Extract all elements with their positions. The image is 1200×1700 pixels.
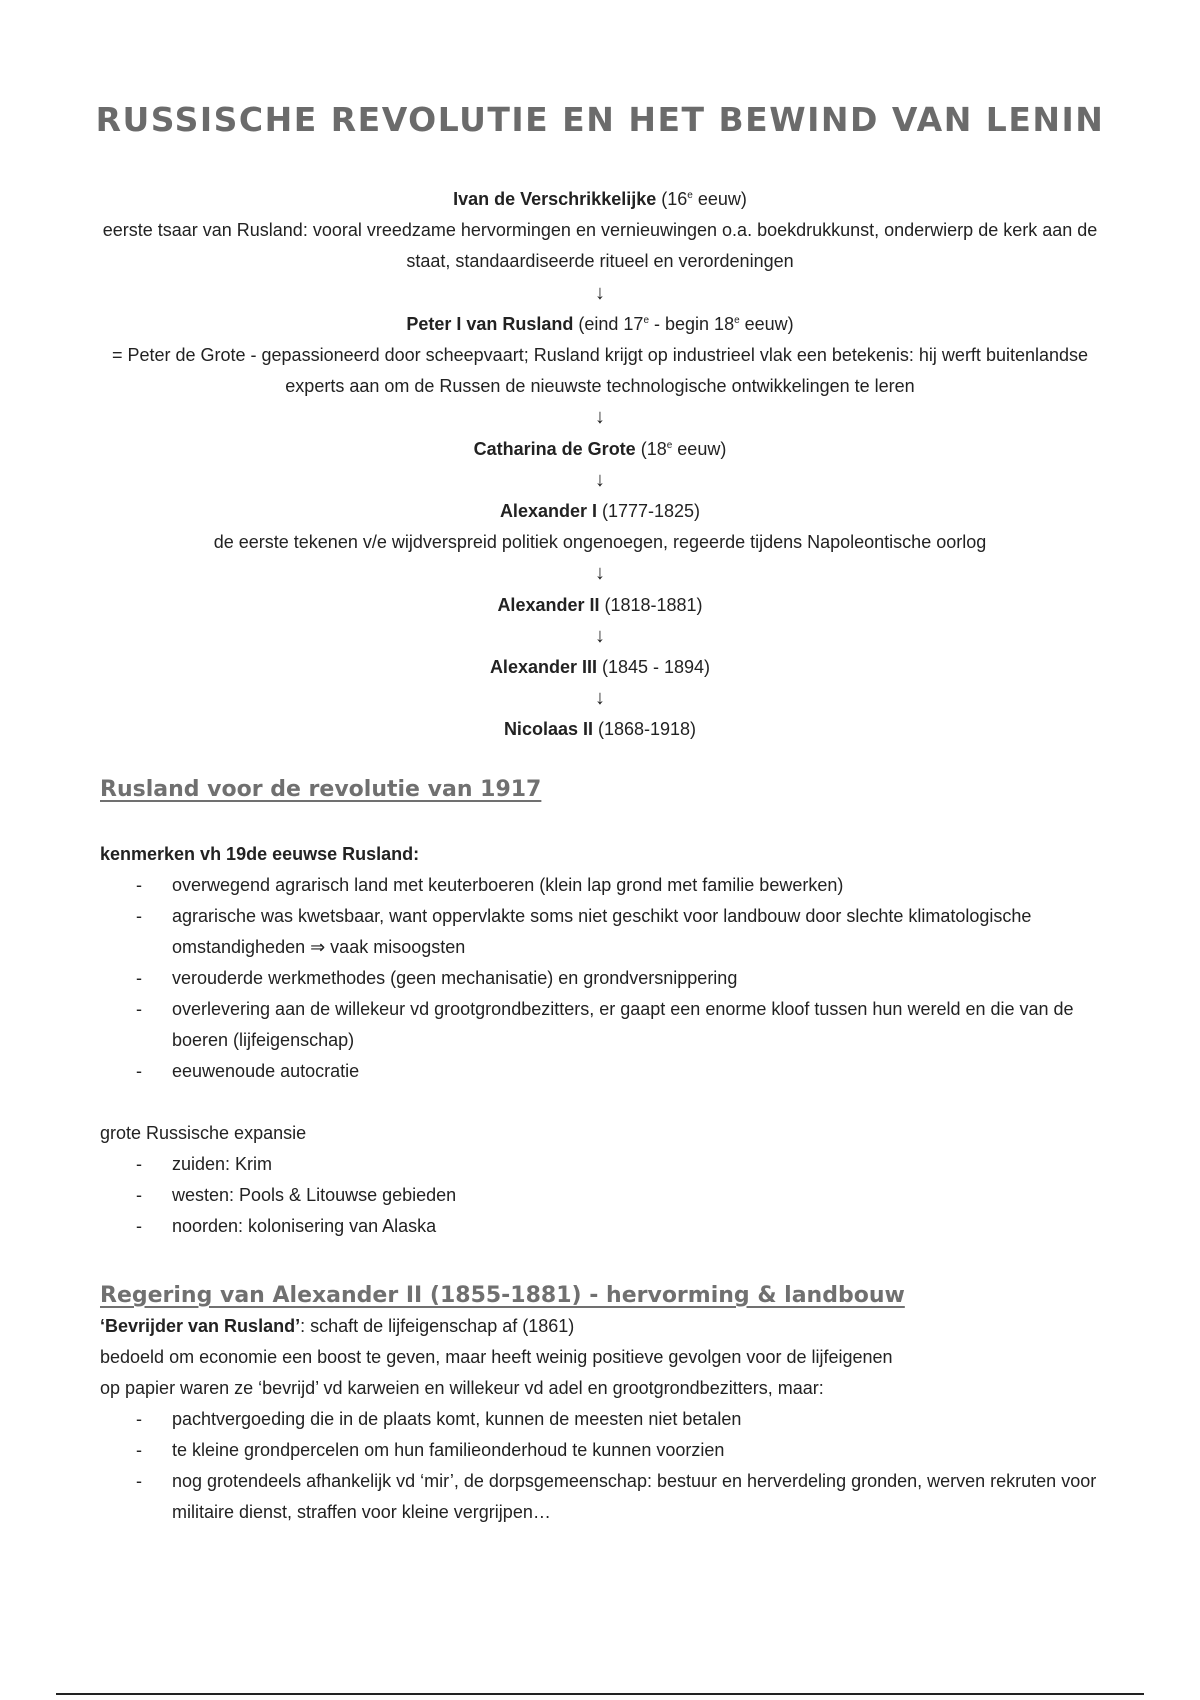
section-heading: Regering van Alexander II (1855-1881) - hervorming & landbouw (100, 1283, 905, 1308)
list-item: - pachtvergoeding die in de plaats komt, kunnen de meesten niet betalen (100, 1404, 1110, 1435)
paragraph-line: op papier waren ze ‘bevrijd’ vd karweien en willekeur vd adel en grootgrondbezitters, maar: (100, 1378, 824, 1398)
bevrijder-line: ‘Bevrijder van Rusland’: schaft de lijfeigenschap af (1861) (100, 1316, 575, 1336)
timeline-entry-alexander1: Alexander I (1777-1825) (499, 501, 701, 522)
list-item: - verouderde werkmethodes (geen mechanisatie) en grondversnippering (100, 963, 1110, 994)
down-arrow-icon: ↓ (595, 406, 605, 429)
timeline-entry-ivan: Ivan de Verschrikkelijke (16e eeuw) (453, 189, 747, 209)
section-alexander2-reign (100, 1280, 1110, 1528)
list-item: - overwegend agrarisch land met keuterboeren (klein lap grond met familie bewerken) (100, 870, 1110, 901)
ruler-name: Alexander II (497, 594, 600, 615)
ruler-name: Alexander I (499, 501, 597, 522)
list-item: - te kleine grondpercelen om hun familieonderhoud te kunnen voorzien (100, 1435, 1110, 1466)
list-item: - westen: Pools & Litouwse gebieden (100, 1180, 1110, 1211)
timeline-desc-peter: = Peter de Grote - gepassioneerd door scheepvaart; Rusland krijgt op industrieel vlak een betekenis: hij werft buitenlandse experts aan om de Russen de nieuwste technologische ontwikkelingen te leren (111, 345, 1089, 397)
timeline-entry-alexander2: Alexander II (1818-1881) (497, 594, 703, 615)
ruler-name: Nicolaas II (503, 719, 593, 740)
paragraph-line: bedoeld om economie een boost te geven, maar heeft weinig positieve gevolgen voor de lijfeigenen (100, 1347, 893, 1367)
timeline-entry-nicolaas2: Nicolaas II (1868-1918) (503, 719, 697, 740)
list-item: - zuiden: Krim (100, 1149, 1110, 1180)
ruler-name: Alexander III (489, 657, 597, 678)
timeline-entry-alexander3: Alexander III (1845 - 1894) (489, 657, 711, 678)
timeline-desc-alexander1: de eerste tekenen v/e wijdverspreid politiek ongenoegen, regeerde tijdens Napoleontische oorlog (213, 532, 987, 553)
ruler-name: Catharina de Grote (473, 438, 636, 459)
list-item: - agrarische was kwetsbaar, want oppervlakte soms niet geschikt voor landbouw door slechte klimatologische omstandigheden ⇒ vaak misoogsten (100, 901, 1110, 963)
list-item: - overlevering aan de willekeur vd grootgrondbezitters, er gaapt een enorme kloof tussen hun wereld en die van de boeren (lijfeigenschap) (100, 994, 1110, 1056)
down-arrow-icon: ↓ (595, 281, 605, 304)
down-arrow-icon: ↓ (595, 687, 605, 710)
timeline-desc-ivan: eerste tsaar van Rusland: vooral vreedzame hervormingen en vernieuwingen o.a. boekdrukkunst, onderwierp de kerk aan de staat, standaardiseerde ritueel en verordeningen (102, 220, 1098, 272)
section-russia-before-revolution (100, 774, 1110, 1242)
gevolgen-list (100, 1404, 1110, 1528)
page-bottom-rule (56, 1693, 1144, 1695)
kenmerken-list (100, 870, 1110, 1087)
down-arrow-icon: ↓ (595, 562, 605, 585)
ruler-name: Ivan de Verschrikkelijke (453, 189, 657, 209)
section-heading: Rusland voor de revolutie van 1917 (100, 777, 542, 802)
kenmerken-label: kenmerken vh 19de eeuwse Rusland: (100, 844, 420, 864)
tsar-timeline (100, 184, 1100, 746)
page-title: RUSSISCHE REVOLUTIE EN HET BEWIND VAN LENIN (95, 100, 1105, 139)
expansie-label: grote Russische expansie (100, 1123, 307, 1143)
ruler-name: Peter I van Rusland (406, 313, 574, 334)
list-item: - noorden: kolonisering van Alaska (100, 1211, 1110, 1242)
list-item: - nog grotendeels afhankelijk vd ‘mir’, de dorpsgemeenschap: bestuur en herverdeling gronden, werven rekruten voor militaire dienst, straffen voor kleine vergrijpen… (100, 1466, 1110, 1528)
timeline-entry-peter: Peter I van Rusland (eind 17e - begin 18e eeuw) (406, 313, 794, 334)
expansie-list (100, 1149, 1110, 1242)
list-item: - eeuwenoude autocratie (100, 1056, 1110, 1087)
down-arrow-icon: ↓ (595, 624, 605, 647)
down-arrow-icon: ↓ (595, 468, 605, 491)
timeline-entry-catharina: Catharina de Grote (18e eeuw) (473, 438, 727, 459)
